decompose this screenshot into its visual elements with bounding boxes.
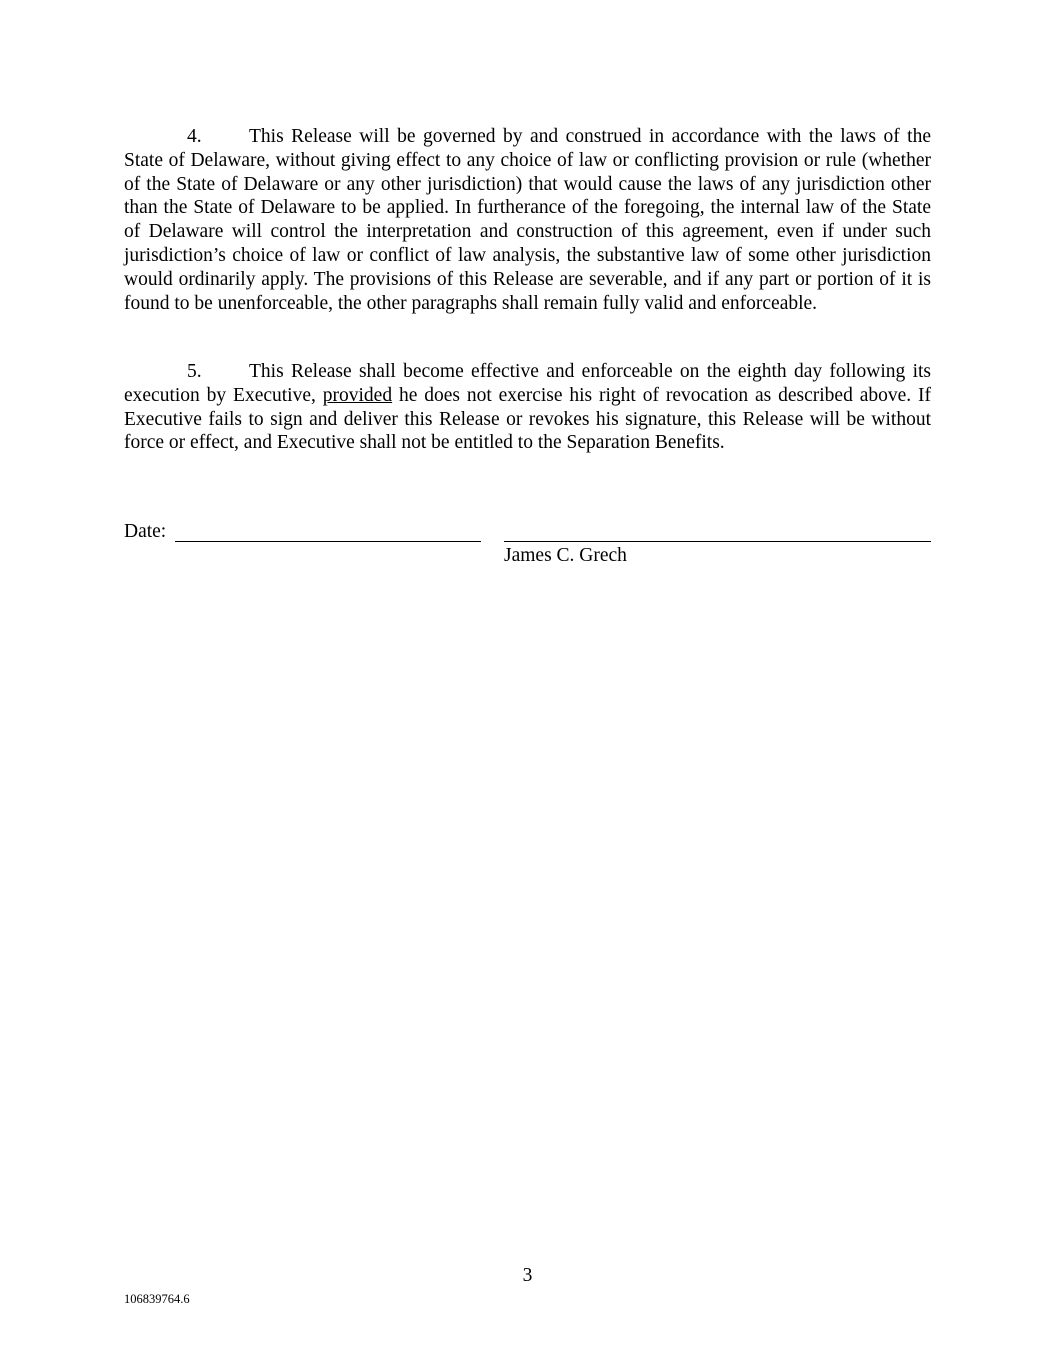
signer-name: James C. Grech: [504, 545, 627, 566]
paragraph-4-text: This Release will be governed by and construed in accordance with the laws of the State of Delaware, without giving effect to any choice of law or conflicting provision or rule (whether of the State of Delaware or any other jurisdiction) that would cause the laws of any jurisdiction other than the State of Delaware to be applied. In furtherance of the foregoing, the internal law of the State of Delaware will control the interpretation and construction of this agreement, even if under such jurisdiction’s choice of law or conflict of law analysis, the substantive law of some other jurisdiction would ordinarily apply. The provisions of this Release are severable, and if any part or portion of it is found to be unenforceable, the other paragraphs shall remain fully valid and enforceable.: [124, 126, 931, 314]
paragraph-5-text-after: he does not exercise his right of revocation as described above. If Executive fails to sign and deliver this Release or revokes his signature, this Release will be without force or effect, and Executive shall not be entitled to the Separation Benefits.: [124, 384, 932, 454]
paragraph-4-number: 4.: [187, 126, 202, 147]
paragraph-4: [124, 125, 931, 315]
date-signature-line: [175, 541, 481, 542]
paragraph-5: [124, 360, 931, 455]
date-label: Date:: [124, 521, 167, 542]
document-id: 106839764.6: [124, 1292, 190, 1306]
paragraph-5-text-before: This Release shall become effective and enforceable on the eighth day following its execution by Executive,: [124, 361, 931, 406]
signature-line: [504, 541, 931, 542]
page-number: 3: [522, 1265, 533, 1286]
paragraph-5-provided: provided: [322, 384, 393, 406]
paragraph-5-number: 5.: [187, 361, 202, 382]
